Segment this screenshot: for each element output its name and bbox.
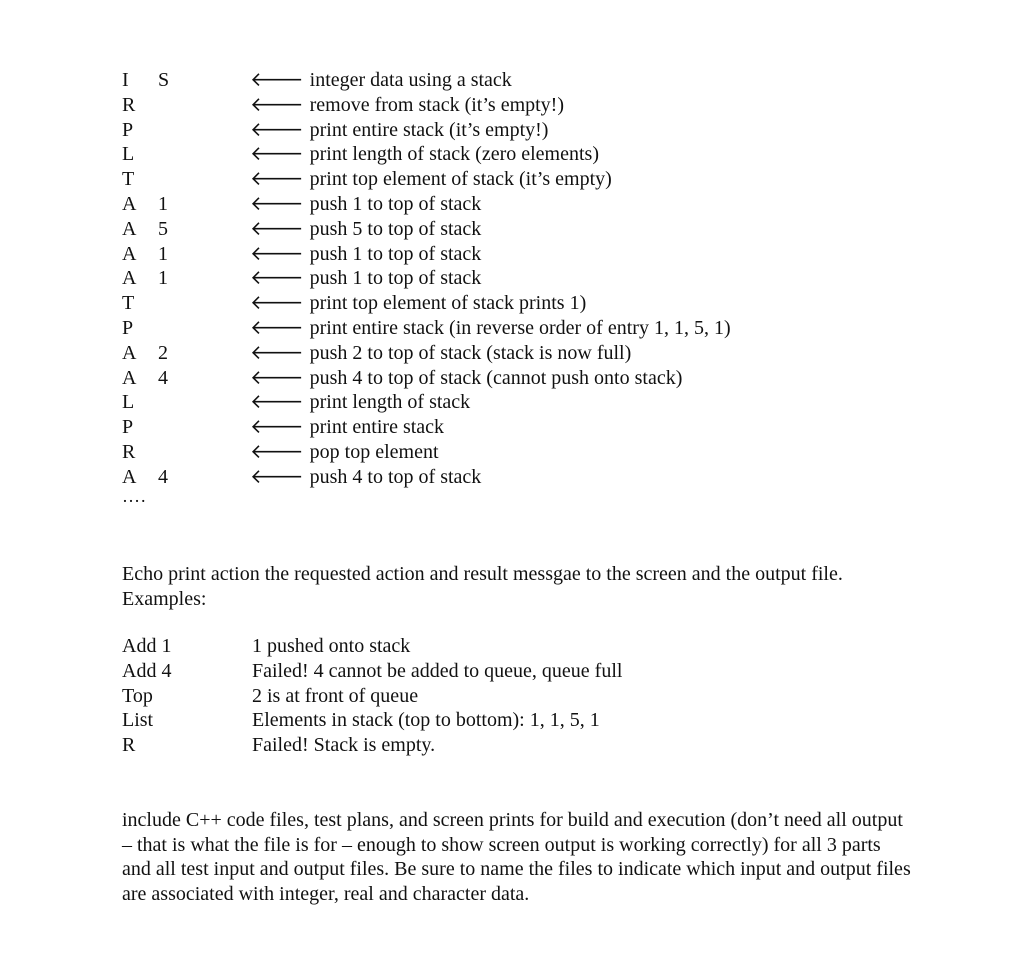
command-description-text: print length of stack [309,391,471,414]
example-output-list [122,634,882,758]
left-arrow-icon: 🡐 [250,118,304,141]
command-description-text: print entire stack (it’s empty!) [309,118,549,141]
command-row [122,118,882,143]
command-description-text: print top element of stack (it’s empty) [309,168,612,191]
command-op: P [122,416,134,439]
command-description-text: print length of stack (zero elements) [309,143,599,166]
command-op: A [122,341,137,364]
command-row [122,440,882,465]
left-arrow-icon: 🡐 [250,440,304,463]
command-op: A [122,465,137,488]
command-description-text: push 1 to top of stack [309,242,482,265]
example-command: Top [122,684,153,707]
command-description [250,316,731,341]
left-arrow-icon: 🡐 [250,168,304,191]
command-code [122,217,182,242]
command-op: A [122,217,137,240]
command-description [250,217,481,242]
command-row [122,366,882,391]
left-arrow-icon: 🡐 [250,391,304,414]
command-code [122,192,182,217]
command-op: L [122,143,135,166]
command-code [122,167,182,192]
command-op: P [122,316,134,339]
command-arg: 1 [158,192,168,215]
command-row [122,192,882,217]
example-result: Failed! Stack is empty. [252,734,436,757]
command-arg: 1 [158,267,168,290]
command-arg: 4 [158,366,168,389]
left-arrow-icon: 🡐 [250,192,304,215]
command-row [122,242,882,267]
example-command: Add 1 [122,635,172,657]
command-row [122,217,882,242]
command-op: A [122,192,137,215]
command-code [122,366,182,391]
command-description-text: print top element of stack prints 1) [309,292,587,315]
command-code [122,291,182,316]
command-description-text: print entire stack (in reverse order of entry 1, 1, 5, 1) [309,316,731,339]
command-row [122,167,882,192]
command-code [122,68,182,93]
example-command: Add 4 [122,659,172,682]
command-op: A [122,366,137,389]
command-description [250,118,548,143]
left-arrow-icon: 🡐 [250,143,304,166]
command-description [250,68,512,93]
example-result: 2 is at front of queue [252,684,419,707]
example-command: R [122,734,136,757]
command-row [122,93,882,118]
left-arrow-icon: 🡐 [250,316,304,339]
command-op: A [122,242,137,265]
command-description [250,465,481,490]
command-op: T [122,168,135,191]
example-row [122,634,882,659]
left-arrow-icon: 🡐 [250,366,304,389]
left-arrow-icon: 🡐 [250,242,304,265]
left-arrow-icon: 🡐 [250,292,304,315]
command-description-text: integer data using a stack [309,69,512,91]
command-op: R [122,440,136,463]
submission-instructions-paragraph: include C++ code files, test plans, and screen prints for build and execution (don’t need all output – that is what the file is for – enough to show screen output is working correctly) for all 3 parts and all test input and output files. Be sure to name the files to indicate which input and output files are associated with integer, real and character data. [122,809,911,905]
command-description-text: print entire stack [309,416,445,439]
command-list [122,68,882,490]
command-description-text: pop top element [309,440,439,463]
example-result: 1 pushed onto stack [252,635,411,657]
command-code [122,242,182,267]
command-code [122,440,182,465]
continuation-ellipsis: …. [122,486,147,506]
command-code [122,341,182,366]
command-description-text: push 1 to top of stack [309,267,482,290]
command-description-text: remove from stack (it’s empty!) [309,93,565,116]
command-op: P [122,118,134,141]
command-op: L [122,391,135,414]
command-arg: 5 [158,217,168,240]
command-code [122,118,182,143]
left-arrow-icon: 🡐 [250,416,304,439]
command-row [122,465,882,490]
example-result: Failed! 4 cannot be added to queue, queue full [252,659,623,682]
command-description [250,142,599,167]
command-row [122,291,882,316]
command-code [122,415,182,440]
example-row [122,659,882,684]
left-arrow-icon: 🡐 [250,217,304,240]
command-row [122,68,882,93]
command-arg: S [158,69,170,91]
left-arrow-icon: 🡐 [250,341,304,364]
command-description [250,415,444,440]
command-row [122,341,882,366]
command-description [250,440,439,465]
command-description-text: push 2 to top of stack (stack is now full) [309,341,632,364]
command-description [250,266,481,291]
command-code [122,390,182,415]
command-description [250,93,564,118]
example-result: Elements in stack (top to bottom): 1, 1, 5, 1 [252,709,600,732]
command-row [122,142,882,167]
command-row [122,415,882,440]
command-row [122,316,882,341]
command-arg: 1 [158,242,168,265]
example-row [122,708,882,733]
command-description [250,167,612,192]
command-description [250,291,586,316]
command-code [122,93,182,118]
command-arg: 4 [158,465,168,488]
example-command: List [122,709,154,732]
command-op: T [122,292,135,315]
command-code [122,316,182,341]
left-arrow-icon: 🡐 [250,93,304,116]
command-code [122,266,182,291]
echo-instructions-paragraph: Echo print action the requested action and result messgae to the screen and the output file. Examples: [122,563,843,610]
left-arrow-icon: 🡐 [250,69,304,91]
left-arrow-icon: 🡐 [250,267,304,290]
command-op: I [122,69,129,91]
command-description-text: push 4 to top of stack (cannot push onto stack) [309,366,683,389]
command-description [250,366,682,391]
command-description [250,341,631,366]
command-op: A [122,267,137,290]
command-description [250,242,481,267]
command-op: R [122,93,136,116]
command-row [122,266,882,291]
command-code [122,142,182,167]
command-description [250,390,470,415]
command-description-text: push 5 to top of stack [309,217,482,240]
left-arrow-icon: 🡐 [250,465,304,488]
command-description [250,192,481,217]
command-row [122,390,882,415]
command-description-text: push 1 to top of stack [309,192,482,215]
example-row [122,733,882,758]
command-arg: 2 [158,341,168,364]
command-description-text: push 4 to top of stack [309,465,482,488]
example-row [122,684,882,709]
